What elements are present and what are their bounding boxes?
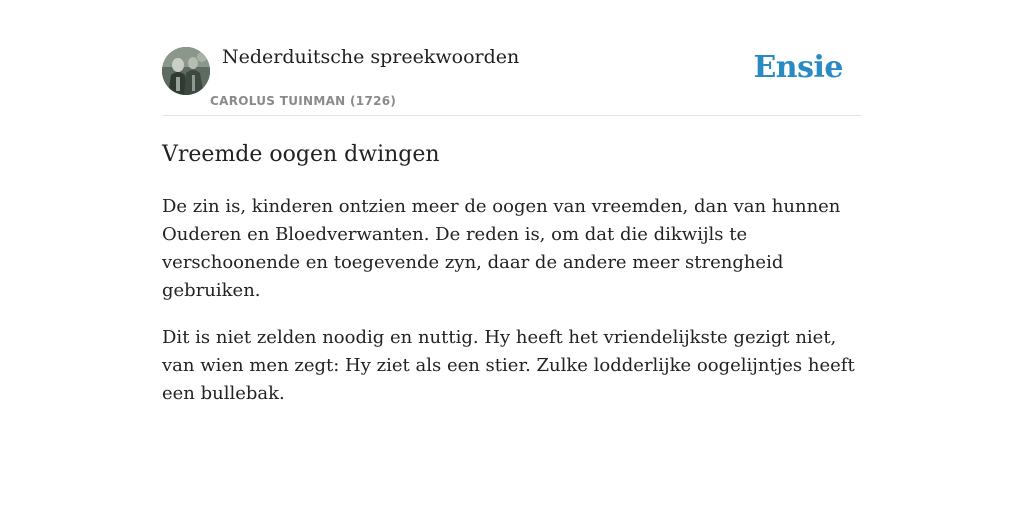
book-title[interactable]: Nederduitsche spreekwoorden <box>222 46 520 68</box>
ensie-logo[interactable]: Ensie <box>753 50 843 85</box>
entry-paragraph: Dit is niet zelden noodig en nuttig. Hy heeft het vriendelijkste gezigt niet, van wien men zegt: Hy ziet als een stier. Zulke lodderlijke oogelijntjes heeft een bullebak. <box>162 327 855 404</box>
author-portrait-icon <box>162 47 210 95</box>
author-avatar[interactable] <box>162 47 210 95</box>
author-name[interactable]: CAROLUS TUINMAN (1726) <box>210 94 397 108</box>
header <box>162 46 862 116</box>
entry-paragraph: De zin is, kinderen ontzien meer de oogen van vreemden, dan van hunnen Ouderen en Bloedverwanten. De reden is, om dat die dikwijls te verschoonende en toegevende zyn, daar de andere meer strengheid gebruiken. <box>162 196 841 301</box>
entry-title: Vreemde oogen dwingen <box>162 142 440 167</box>
page-container <box>162 46 862 408</box>
